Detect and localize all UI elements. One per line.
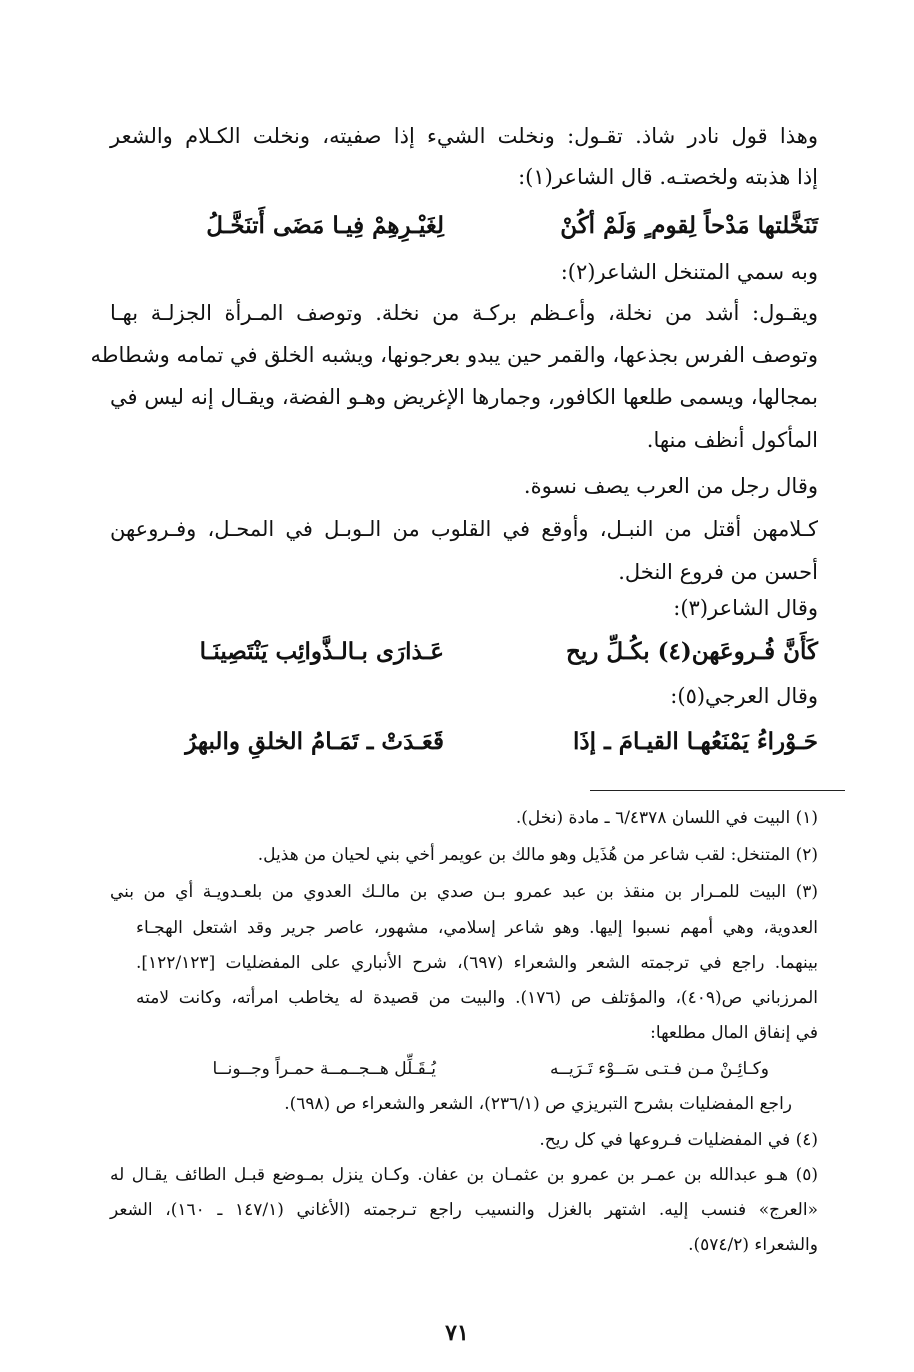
footnote-3-line-3: بينهما. راجع في ترجمته الشعر والشعراء (٦٩٧)، شرح الأنباري على المفضليات [١٢٢/١٢٣].	[136, 953, 818, 973]
verse-1-first-hemistich: تَنَخَّلتها مَدْحاً لِقوم ٍ وَلَمْ أكُنْ	[560, 212, 818, 239]
verse-2	[0, 638, 914, 672]
verse-3-second-hemistich: قَعَـدَتْ ـ تَمَـامُ الخلقِ والبهرُ	[185, 728, 444, 755]
body-line-3: وبه سمي المتنخل الشاعر(٢):	[560, 260, 818, 284]
footnote-4: (٤) في المفضليات فـروعها في كل ريح.	[539, 1130, 818, 1150]
verse-2-second-hemistich: عَـذارَى بـالـذَّوائِب يَنْتَصِينَـا	[199, 638, 444, 665]
footnote-3-line-2: العدوية، وهي أمهم نسبوا إليها. وهو شاعر إسلامي، مشهور، عاصر جرير وقد اشتعل الهجـاء	[136, 918, 818, 938]
footnote-3-line-1: (٣) البيت للمـرار بن منقذ بن عبد عمرو بـن صدي بن مالـك العدوي من بلعـدويـة أي من بني	[110, 882, 818, 902]
body-line-4: ويقـول: أشد من نخلة، وأعـظم بركـة من نخلة. وتوصف المـرأة الجزلـة بهـا	[110, 301, 818, 325]
footnote-verse	[0, 1059, 914, 1085]
footnote-separator	[590, 790, 845, 791]
body-line-11: وقال الشاعر(٣):	[673, 596, 818, 620]
body-line-12: وقال العرجي(٥):	[670, 684, 818, 708]
footnote-3-line-6: راجع المفضليات بشرح التبريزي ص (٢٣٦/١)، الشعر والشعراء ص (٦٩٨).	[284, 1094, 792, 1114]
body-line-1: وهذا قول نادر شاذ. تقـول: ونخلت الشيء إذا صفيته، ونخلت الكـلام والشعر	[110, 124, 818, 148]
page-number: ٧١	[445, 1320, 469, 1346]
body-line-6: بمجالها، ويسمى طلعها الكافور، وجمارها الإغريض وهـو الفضة، ويقـال إنه ليس في	[110, 385, 818, 409]
footnote-2: (٢) المتنخل: لقب شاعر من هُذَيل وهو مالك بن عويمر أخي بني لحيان من هذيل.	[257, 845, 818, 865]
verse-3-first-hemistich: حَـوْراءُ يَمْنَعُهـا القيـامَ ـ إذَا	[573, 728, 818, 755]
body-line-8: وقال رجل من العرب يصف نسوة.	[523, 474, 818, 498]
body-line-7: المأكول أنظف منها.	[646, 428, 818, 452]
body-line-5: وتوصف الفرس بجذعها، والقمر حين يبدو بعرجونها، ويشبه الخلق في تمامه وشطاطه	[90, 343, 818, 367]
body-line-2: إذا هذبته ولخصتـه. قال الشاعر(١):	[518, 165, 818, 189]
verse-3	[0, 728, 914, 762]
footnote-5-line-3: والشعراء (٥٧٤/٢).	[688, 1235, 818, 1255]
footnote-verse-first-hemistich: وكـائِـنْ مـن فـتـى سَــوْء تَـرَيــه	[549, 1059, 769, 1079]
footnote-3-line-5: في إنفاق المال مطلعها:	[650, 1023, 818, 1043]
footnote-3-line-4: المرزباني ص(٤٠٩)، والمؤتلف ص (١٧٦). والبيت من قصيدة له يخاطب امرأته، وكانت لامته	[136, 988, 818, 1008]
footnote-5-line-1: (٥) هـو عبدالله بن عمـر بن عمرو بن عثمـان بن عفان. وكـان ينزل بمـوضع قبـل الطائف يقـال له	[110, 1165, 818, 1185]
footnote-verse-second-hemistich: يُـقَـلِّل هــجــمــة حمـراً وجــونــا	[212, 1059, 436, 1079]
verse-2-first-hemistich: كَأَنَّ فُـروعَهن(٤) بكُـلِّ ريح	[566, 638, 818, 665]
verse-1-second-hemistich: لِغَيْـرِهِمْ فِيـا مَضَى أَتنَخَّـلُ	[206, 212, 444, 239]
verse-1	[0, 212, 914, 246]
body-line-9: كـلامهن أقتل من النبـل، وأوقع في القلوب من الـوبـل في المحـل، وفـروعهن	[110, 517, 818, 541]
body-line-10: أحسن من فروع النخل.	[618, 560, 818, 584]
footnote-5-line-2: «العرج» فنسب إليه. اشتهر بالغزل والنسيب راجع تـرجمته (الأغاني (١٤٧/١ ـ ١٦٠)، الشعر	[110, 1200, 818, 1220]
footnote-1: (١) البيت في اللسان ٦/٤٣٧٨ ـ مادة (نخل).	[515, 808, 818, 828]
